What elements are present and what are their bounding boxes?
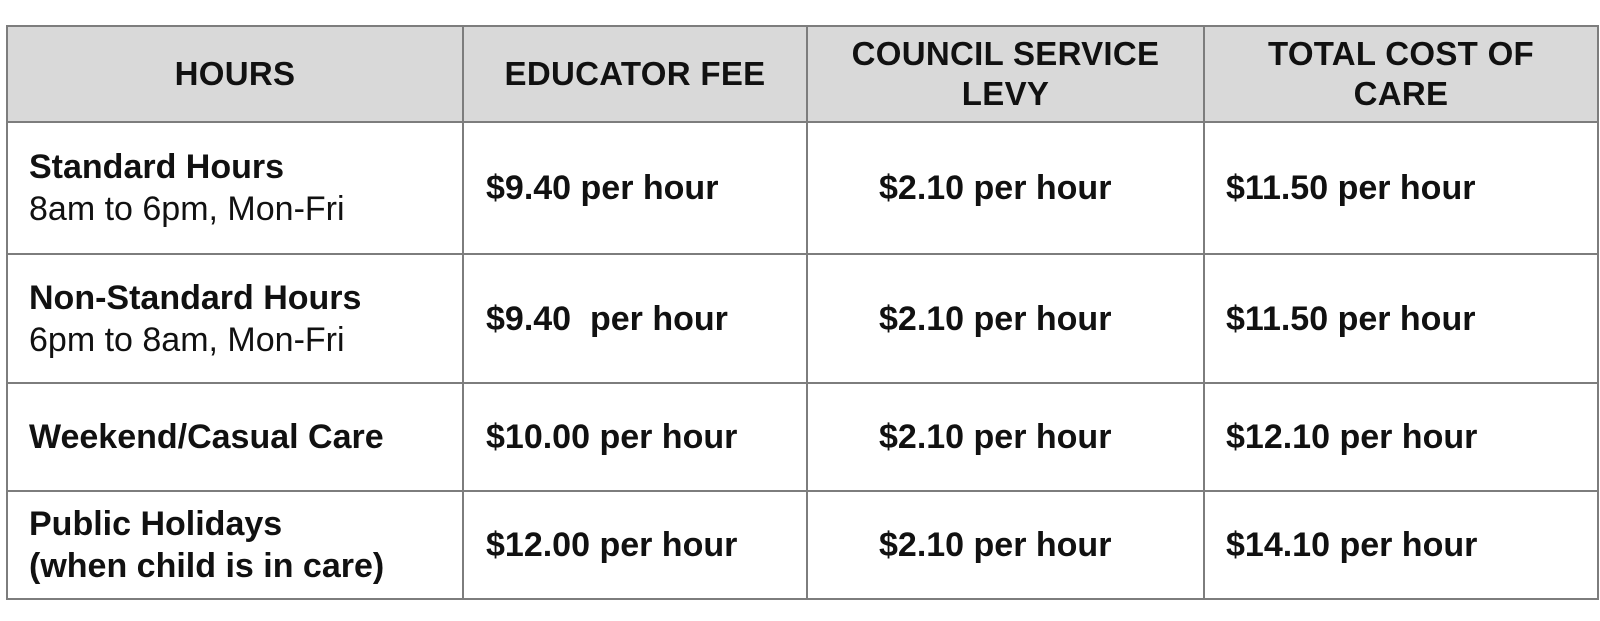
table-row [7, 122, 1598, 254]
council-levy-cell: $2.10 per hour [807, 383, 1204, 491]
educator-fee-cell: $9.40 per hour [463, 122, 807, 254]
educator-fee-cell: $12.00 per hour [463, 491, 807, 599]
hours-cell [7, 254, 463, 383]
header-total-cost [1204, 26, 1598, 122]
total-cost-cell: $12.10 per hour [1204, 383, 1598, 491]
hours-detail: 6pm to 8am, Mon-Fri [29, 320, 345, 359]
council-levy-cell: $2.10 per hour [807, 254, 1204, 383]
hours-cell [7, 122, 463, 254]
hours-title: Public Holidays [29, 505, 283, 543]
header-council-levy-line1: COUNCIL SERVICE [851, 35, 1160, 72]
table-row [7, 491, 1598, 599]
fee-table [6, 25, 1599, 600]
header-educator-fee [463, 26, 807, 122]
header-hours [7, 26, 463, 122]
total-cost-cell: $11.50 per hour [1204, 254, 1598, 383]
hours-title: Weekend/Casual Care [29, 418, 384, 456]
header-educator-fee-label: EDUCATOR FEE [504, 55, 766, 92]
header-total-cost-line2: CARE [1353, 75, 1449, 112]
hours-detail: (when child is in care) [29, 547, 385, 585]
header-total-cost-line1: TOTAL COST OF [1267, 35, 1535, 72]
hours-detail: 8am to 6pm, Mon-Fri [29, 190, 345, 228]
header-council-levy [807, 26, 1204, 122]
hours-title: Non-Standard Hours [29, 278, 362, 317]
council-levy-cell: $2.10 per hour [807, 122, 1204, 254]
hours-cell [7, 383, 463, 491]
hours-cell [7, 491, 463, 599]
table-row [7, 383, 1598, 491]
total-cost-cell: $11.50 per hour [1204, 122, 1598, 254]
educator-fee-cell: $9.40 per hour [463, 254, 807, 383]
header-council-levy-line2: LEVY [961, 75, 1050, 112]
educator-fee-cell: $10.00 per hour [463, 383, 807, 491]
council-levy-cell: $2.10 per hour [807, 491, 1204, 599]
table-row [7, 254, 1598, 383]
hours-title: Standard Hours [29, 148, 285, 186]
header-hours-label: HOURS [174, 55, 296, 92]
total-cost-cell: $14.10 per hour [1204, 491, 1598, 599]
header-row [7, 26, 1598, 122]
